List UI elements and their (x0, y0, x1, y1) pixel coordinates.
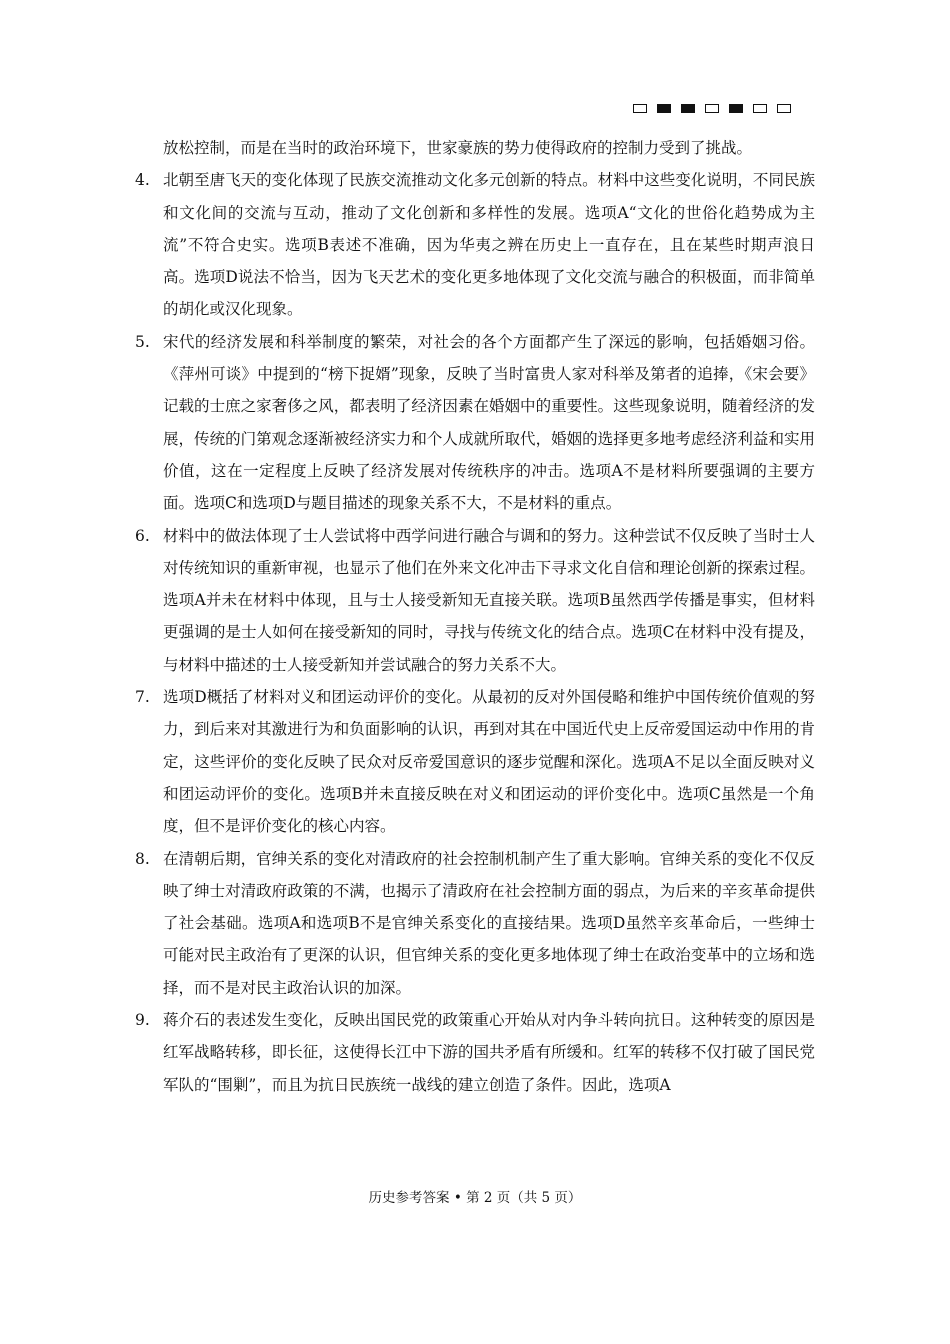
answer-item-7 (135, 681, 815, 842)
item-number: 8. (135, 849, 150, 868)
answer-item-8 (135, 843, 815, 1004)
header-mark (753, 104, 767, 113)
header-mark (633, 104, 647, 113)
answer-item-4 (135, 164, 815, 325)
paragraph-text: 宋代的经济发展和科举制度的繁荣，对社会的各个方面都产生了深远的影响，包括婚姻习俗。《萍州可谈》中提到的“榜下捉婿”现象，反映了当时富贵人家对科举及第者的追捧，《宋会要》记载的士庶之家奢侈之风，都表明了经济因素在婚姻中的重要性。这些现象说明，随着经济的发展，传统的门第观念逐渐被经济实力和个人成就所取代，婚姻的选择更多地考虑经济利益和实用价值，这在一定程度上反映了经济发展对传统秩序的冲击。选项A不是材料所要强调的主要方面。选项C和选项D与题目描述的现象关系不大，不是材料的重点。 (163, 332, 815, 513)
paragraph-text: 材料中的做法体现了士人尝试将中西学问进行融合与调和的努力。这种尝试不仅反映了当时士人对传统知识的重新审视，也显示了他们在外来文化冲击下寻求文化自信和理论创新的探索过程。选项A并未在材料中体现，且与士人接受新知无直接关联。选项B虽然西学传播是事实，但材料更强调的是士人如何在接受新知的同时，寻找与传统文化的结合点。选项C在材料中没有提及，与材料中描述的士人接受新知并尝试融合的努力关系不大。 (163, 526, 815, 674)
page-footer: 历史参考答案 • 第 2 页（共 5 页） (368, 1190, 582, 1206)
header-mark (657, 104, 671, 113)
item-number: 9. (135, 1011, 150, 1030)
item-number: 7. (135, 688, 150, 707)
header-mark (705, 104, 719, 113)
header-mark (729, 104, 743, 113)
item-number: 6. (135, 526, 150, 545)
paragraph-text: 蒋介石的表述发生变化，反映出国民党的政策重心开始从对内争斗转向抗日。这种转变的原因是红军战略转移，即长征，这使得长江中下游的国共矛盾有所缓和。红军的转移不仅打破了国民党军队的“围剿”，而且为抗日民族统一战线的建立创造了条件。因此，选项A (163, 1011, 815, 1094)
item-number: 4. (135, 171, 150, 190)
paragraph-text: 放松控制，而是在当时的政治环境下，世家豪族的势力使得政府的控制力受到了挑战。 (163, 139, 753, 157)
answer-content (135, 132, 815, 1101)
header-mark (777, 104, 791, 113)
paragraph-text: 北朝至唐飞天的变化体现了民族交流推动文化多元创新的特点。材料中这些变化说明，不同民族和文化间的交流与互动，推动了文化创新和多样性的发展。选项A“文化的世俗化趋势成为主流”不符合史实。选项B表述不准确，因为华夷之辨在历史上一直存在，且在某些时期声浪日高。选项D说法不恰当，因为飞天艺术的变化更多地体现了文化交流与融合的积极面，而非简单的胡化或汉化现象。 (163, 171, 815, 319)
answer-sheet-marks (633, 104, 791, 113)
answer-item-5 (135, 326, 815, 520)
header-mark (681, 104, 695, 113)
item-number: 5. (135, 332, 150, 351)
answer-item-6 (135, 520, 815, 681)
paragraph-text: 选项D概括了材料对义和团运动评价的变化。从最初的反对外国侵略和维护中国传统价值观的努力，到后来对其激进行为和负面影响的认识，再到对其在中国近代史上反帝爱国运动中作用的肯定，这些评价的变化反映了民众对反帝爱国意识的逐步觉醒和深化。选项A不足以全面反映对义和团运动评价的变化。选项B并未直接反映在对义和团运动的评价变化中。选项C虽然是一个角度，但不是评价变化的核心内容。 (163, 688, 815, 836)
paragraph-text: 在清朝后期，官绅关系的变化对清政府的社会控制机制产生了重大影响。官绅关系的变化不仅反映了绅士对清政府政策的不满，也揭示了清政府在社会控制方面的弱点，为后来的辛亥革命提供了社会基础。选项A和选项B不是官绅关系变化的直接结果。选项D虽然辛亥革命后，一些绅士可能对民主政治有了更深的认识，但官绅关系的变化更多地体现了绅士在政治变革中的立场和选择，而不是对民主政治认识的加深。 (163, 849, 815, 997)
answer-item-9 (135, 1004, 815, 1101)
paragraph-continuation (135, 132, 815, 164)
